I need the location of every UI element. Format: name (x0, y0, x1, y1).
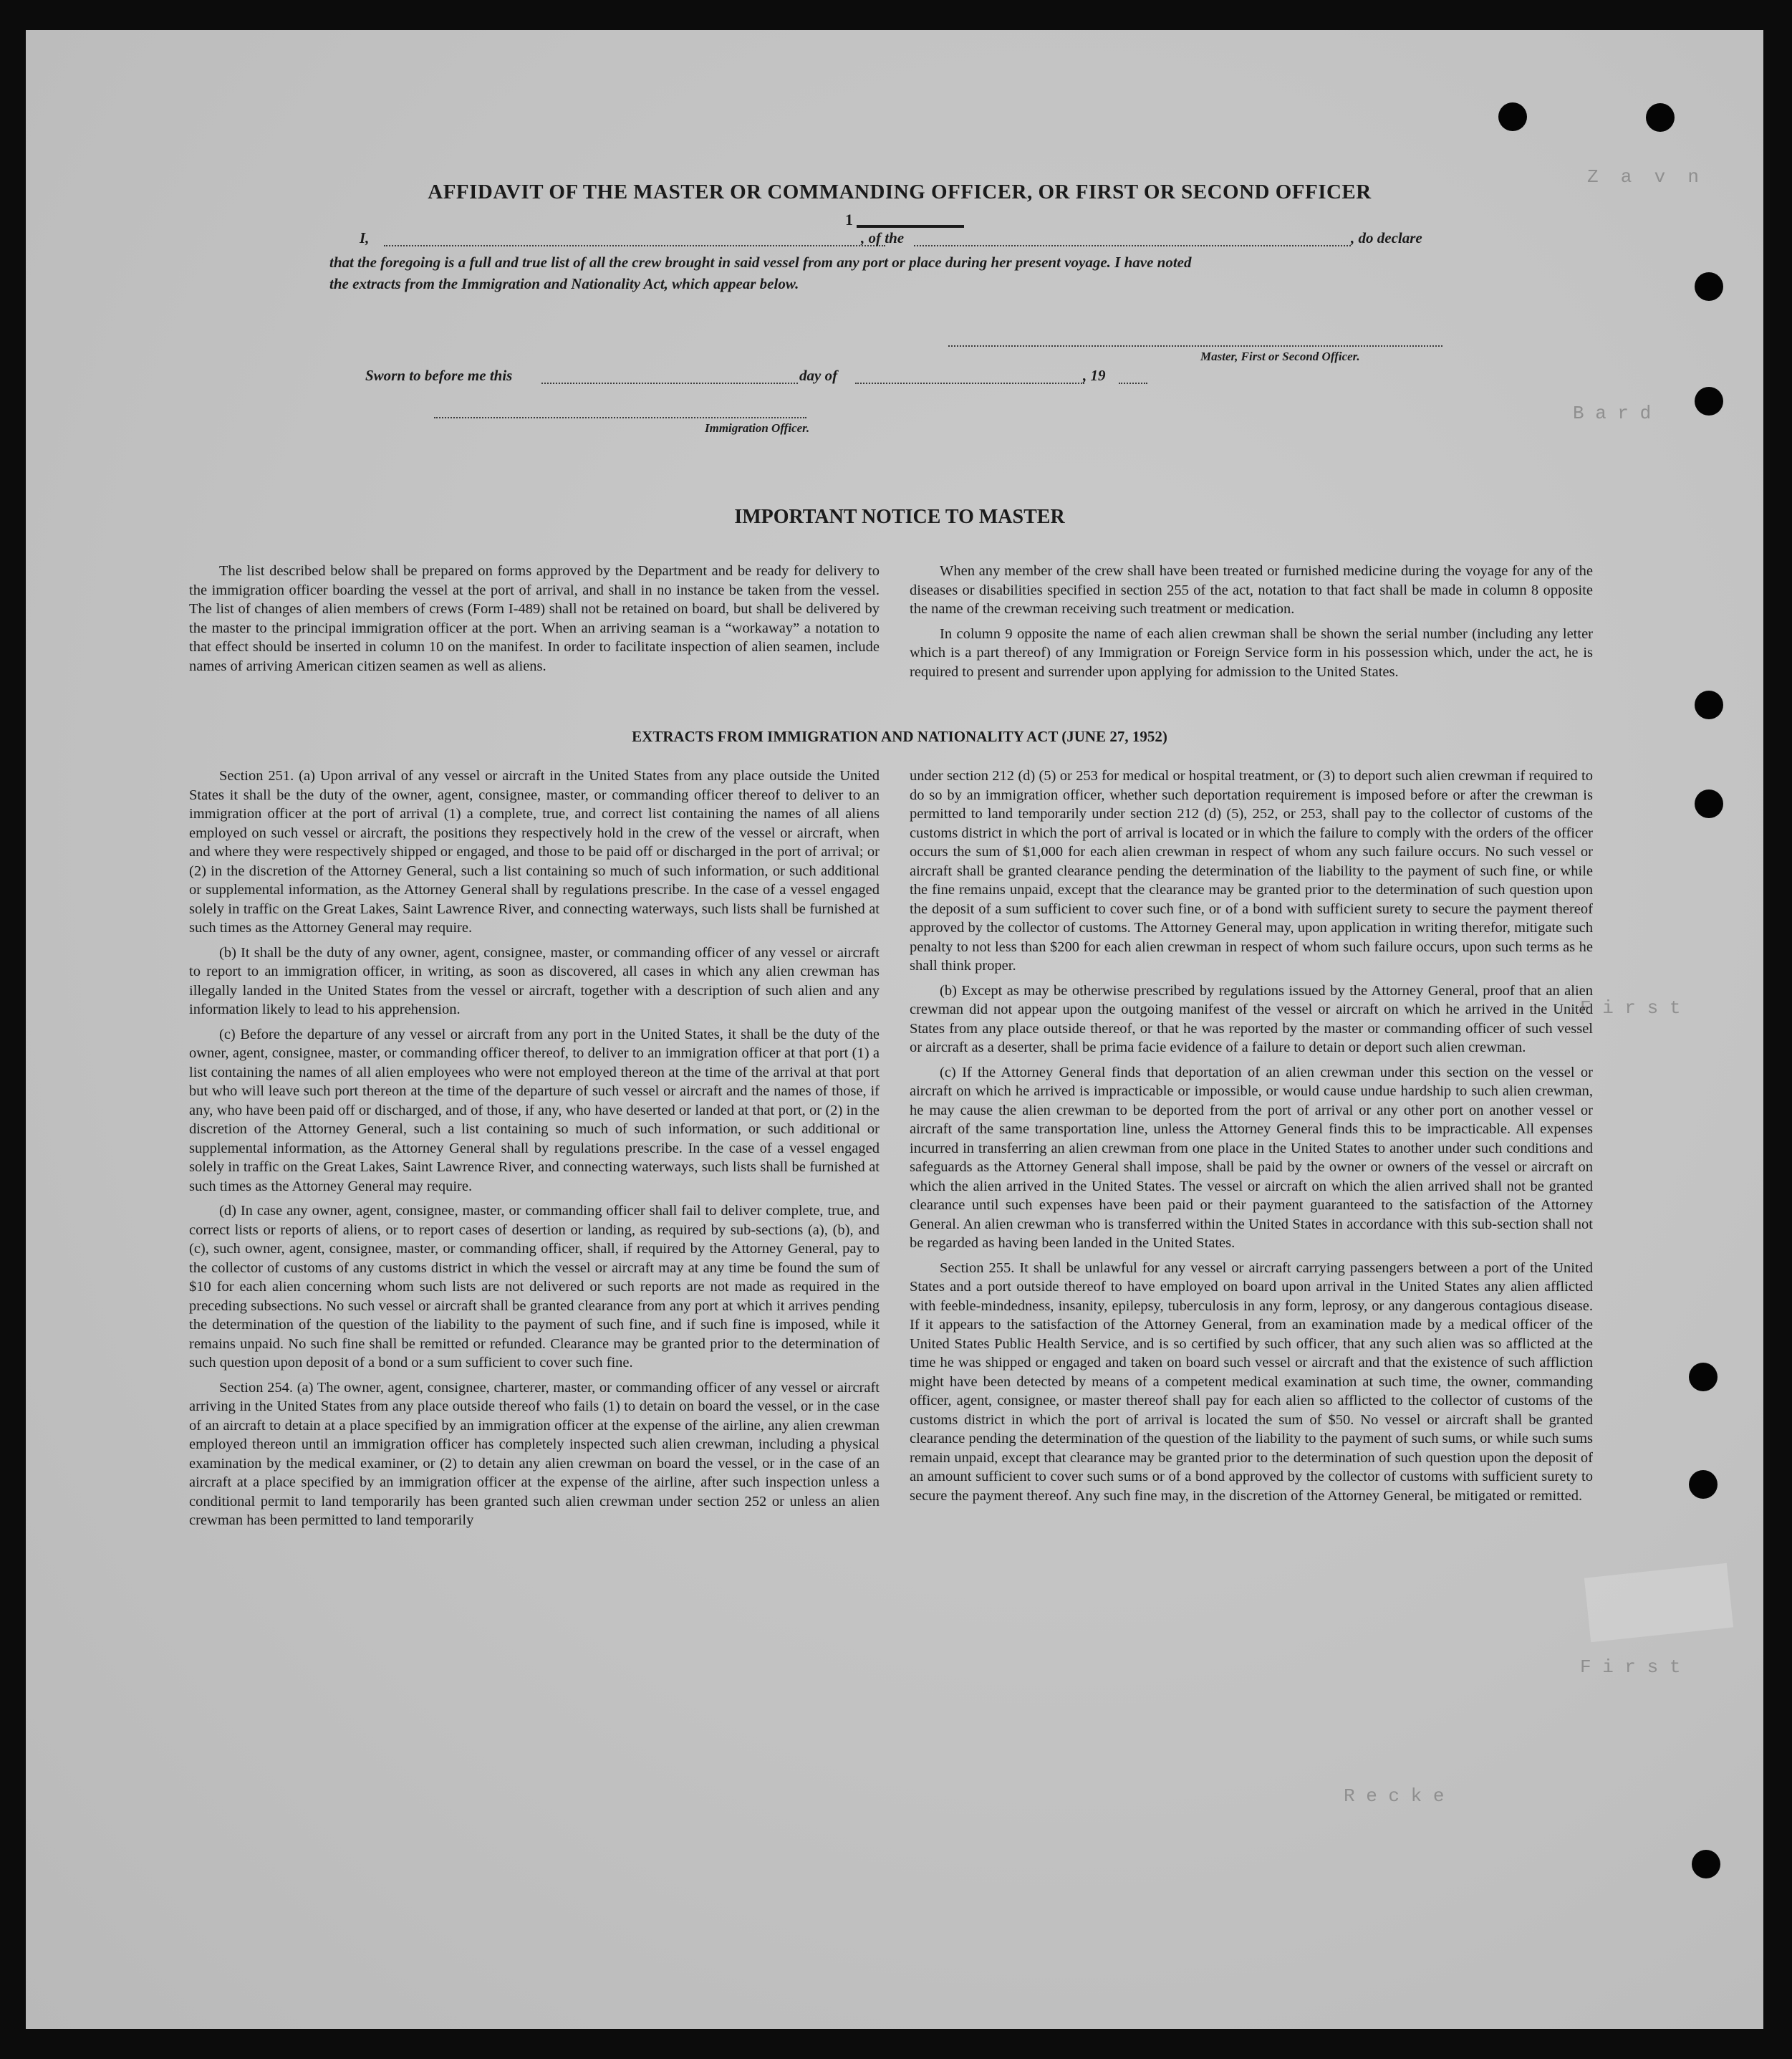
extracts-paragraph: under section 212 (d) (5) or 253 for medical or hospital treatment, or (3) to deport such alien crewman if required to do so by an immigration officer, whether such deportation requirement is imposed before or after the crewman is permitted to land temporarily under section 212 (d) (5), 252, or 253, shall pay to the collector of customs of the customs district in which the port of arrival is located or in which the failure to comply with the orders of the officer occurs the sum of $1,000 for each alien crewman in respect of whom any such failure occurs. No such vessel or aircraft shall be granted clearance pending the determination of the liability to the payment of such fine, or while the fine remains unpaid, except that the clearance may be granted prior to the determination of such question upon the deposit of a sum sufficient to cover such fine, or of a bond with sufficient surety to secure the payment thereof approved by the collector of customs. The Attorney General may, upon application in writing therefor, mitigate such penalty to not less than $200 for each alien crewman in respect of whom such failure occurs, upon such terms as he shall think proper. (910, 768, 1593, 974)
extracts-paragraph: Section 251. (a) Upon arrival of any vessel or aircraft in the United States from any place outside the United States it shall be the duty of the owner, agent, consignee, master, or commanding officer thereof to deliver to an immigration officer at the port of arrival (1) a complete, true, and correct list containing the names of all aliens employed on such vessel or aircraft, the positions they respectively hold in the crew of the vessel or aircraft, when and where they were respectively shipped or engaged, and those to be paid off or discharged in the port of arrival; or (2) in the discretion of the Attorney General, such a list containing so much of such information, or such additional or supplemental information, as the Attorney General shall by regulations prescribe. In the case of a vessel engaged solely in traffic on the Great Lakes, Saint Lawrence River, and connecting waterways, such lists shall be furnished at such times as the Attorney General may require. (189, 768, 880, 936)
extracts-paragraph: (c) If the Attorney General finds that deportation of an alien crewman under this section on the vessel or aircraft on which he arrived is impracticable or impossible, or would cause undue hardship to such alien crewman, he may cause the alien crewman to be deported from the port of arrival or any other port on another vessel or aircraft of the same transportation line, unless the Attorney General finds this to be impracticable. All expenses incurred in transferring an alien crewman from one place in the United States to another under such conditions and safeguards as the Attorney General shall impose, shall be paid by the owner or owners of the vessel or aircraft on which the alien arrived in the United States. The vessel or aircraft on which the alien arrived shall not be granted clearance until such expenses have been paid or their payment guaranteed to the satisfaction of the Attorney General. An alien crewman who is transferred within the United States in accordance with this sub-section shall not be regarded as having been landed in the United States. (910, 1064, 1593, 1251)
extracts-paragraph: (b) Except as may be otherwise prescribed by regulations issued by the Attorney General, proof that an alien crewman did not appear upon the outgoing manifest of the vessel or aircraft on which he arrived in the United States from any place outside thereof, or that he was reported by the master or commanding officer of such vessel or aircraft as a deserter, shall be prima facie evidence of a failure to detain or deport such alien crewman. (910, 982, 1593, 1055)
master-signature-line[interactable] (948, 345, 1442, 347)
affidavit-title: AFFIDAVIT OF THE MASTER OR COMMANDING OFFICER, OR FIRST OR SECOND OFFICER (428, 181, 1372, 203)
punch-hole-icon (1689, 1470, 1718, 1499)
extracts-paragraph: (b) It shall be the duty of any owner, agent, consignee, master, or commanding officer of any vessel or aircraft to report to an immigration officer, in writing, as soon as discovered, all cases in which any alien crewman has illegally landed in the United States from the vessel or aircraft, together with a description of such alien and any information likely to lead to his apprehension. (189, 944, 880, 1017)
sworn-year-field-line[interactable] (1119, 383, 1147, 384)
vessel-field-line[interactable] (914, 245, 1351, 246)
sworn-day-field-line[interactable] (541, 383, 798, 384)
extracts-heading: EXTRACTS FROM IMMIGRATION AND NATIONALITY ACT (JUNE 27, 1952) (632, 728, 1167, 745)
sworn-label: Sworn to before me this (365, 367, 513, 384)
immigration-officer-signature-line[interactable] (434, 417, 806, 418)
bleed-through-text: B a r d (1573, 403, 1652, 424)
declaration-i-label: I, (360, 229, 370, 246)
punch-hole-icon (1695, 691, 1723, 719)
extracts-paragraph: (c) Before the departure of any vessel or aircraft from any port in the United States, it shall be the duty of the owner, agent, consignee, master, or commanding officer thereof, to deliver to an immigration officer at that port (1) a list containing the names of all alien employees who were not employed thereon at the time of the arrival at that port but who will leave such port thereon at the time of the departure of such vessel or aircraft and the names of those, if any, who have been paid off or discharged, and of those, if any, who have deserted or landed at that port, or (2) in the discretion of the Attorney General, such a list containing so much of such information, or such additional or supplemental information, as the Attorney General shall by regulations prescribe. In the case of a vessel engaged solely in traffic on the Great Lakes, Saint Lawrence River, and connecting waterways, such lists shall be furnished at such times as the Attorney General may require. (189, 1026, 880, 1194)
notice-right-column (910, 562, 1593, 687)
day-of-label: day of (799, 367, 838, 384)
immigration-officer-caption: Immigration Officer. (705, 421, 810, 435)
extracts-paragraph: Section 254. (a) The owner, agent, consignee, charterer, master, or commanding officer of any vessel or aircraft arriving in the United States from any place outside thereof who fails (1) to detain on board the vessel, or in the case of an aircraft to detain at a place specified by an immigration officer at the expense of the airline, any alien crewman employed thereon until an immigration officer has completely inspected such alien crewman, including a physical examination by the medical examiner, or (2) to detain any alien crewman on board the vessel, or in the case of an aircraft at a place specified by an immigration officer at the expense of the airline, after such inspection unless a conditional permit to land temporarily has been granted such alien crewman under section 252 or unless an alien crewman has been permitted to land temporarily (189, 1379, 880, 1528)
punch-hole-icon (1695, 789, 1723, 818)
document-page (26, 30, 1763, 2029)
bleed-through-text: F i r s t (1580, 997, 1681, 1019)
bleed-through-text: F i r s t (1580, 1656, 1681, 1678)
extracts-left-column (189, 767, 880, 1536)
punch-hole-icon (1498, 102, 1527, 131)
declaration-of-the-label: , of the (861, 229, 905, 246)
declaration-do-declare-label: , do declare (1351, 229, 1422, 246)
punch-hole-icon (1695, 387, 1723, 416)
bleed-through-text: R e c k e (1344, 1785, 1445, 1807)
notice-right-paragraph: In column 9 opposite the name of each alien crewman shall be shown the serial number (including any letter which is a part thereof) of any Immigration or Foreign Service form in his possession which, under the act, he is required to present and surrender upon applying for admission to the United States. (910, 625, 1593, 680)
notice-left-paragraph: The list described below shall be prepared on forms approved by the Department and be ready for delivery to the immigration officer boarding the vessel at the port of arrival, and shall in no instance be taken from the vessel. The list of changes of alien members of crews (Form I-489) shall not be retained on board, but shall be delivered by the master to the principal immigration officer at the port. When an arriving seaman is a “workaway” a notation to that effect should be inserted in column 10 on the manifest. In order to facilitate inspection of alien seamen, include names of arriving American citizen seamen as well as aliens. (189, 563, 880, 674)
sworn-month-field-line[interactable] (855, 383, 1084, 384)
extracts-paragraph: (d) In case any owner, agent, consignee, master, or commanding officer shall fail to deliver complete, true, and correct lists or reports of aliens, or to report cases of desertion or landing, as required by sub-sections (a), (b), and (c), such owner, agent, consignee, master, or commanding officer, shall, if required by the Attorney General, pay to the collector of customs of any customs district in which the vessel or aircraft may at any time be found the sum of $10 for each alien concerning whom such lists are not delivered or such reports are not made as required in the preceding subsections. No such vessel or aircraft shall be granted clearance from any port at which it arrives pending the determination of the question of the liability to the payment of such fine, and if such fine is imposed, while it remains unpaid. No such fine shall be remitted or refunded. Clearance may be granted prior to the determination of such question upon deposit of a bond or a sum sufficient to cover such fine. (189, 1203, 880, 1371)
extracts-paragraph: Section 255. It shall be unlawful for any vessel or aircraft carrying passengers between a port of the United States and a port outside thereof to have employed on board upon arrival in the United States any alien afflicted with feeble-mindedness, insanity, epilepsy, tuberculosis in any form, leprosy, or any dangerous contagious disease. If it appears to the satisfaction of the Attorney General, from an examination made by a medical officer of the United States Public Health Service, and is so certified by such officer, that any such alien was so afflicted at the time he was shipped or engaged and taken on board such vessel or aircraft and that the existence of such affliction might have been detected by means of a competent medical examination at such time, the owner, commanding officer, agent, consignee, or master thereof shall pay for each alien so afflicted to the collector of customs of the customs district in which the port of arrival is located the sum of $50. No vessel or aircraft shall be granted clearance pending the determination of the question of the liability to the payment of such sums, or while such sums remain unpaid, except that clearance may be granted prior to the determination of such question upon the deposit of an amount sufficient to cover such sums or of a bond approved by the collector of customs with sufficient surety to secure the payment thereof. Any such fine may, in the discretion of the Attorney General, be mitigated or remitted. (910, 1259, 1593, 1504)
paper-damage-mark (1584, 1563, 1733, 1642)
page-reference: 1 (845, 211, 853, 229)
page-reference-underline (857, 225, 964, 228)
punch-hole-icon (1646, 103, 1675, 132)
name-field-line[interactable] (384, 245, 885, 246)
punch-hole-icon (1692, 1850, 1720, 1878)
notice-left-column (189, 562, 880, 681)
notice-heading: IMPORTANT NOTICE TO MASTER (734, 506, 1065, 528)
bleed-through-text: Z a v n (1587, 166, 1700, 188)
extracts-right-column (910, 767, 1593, 1511)
punch-hole-icon (1689, 1363, 1718, 1391)
master-signature-caption: Master, First or Second Officer. (1200, 350, 1360, 363)
declaration-text-line2: the extracts from the Immigration and Nationality Act, which appear below. (329, 275, 799, 292)
year-prefix-label: , 19 (1083, 367, 1106, 384)
notice-right-paragraph: When any member of the crew shall have been treated or furnished medicine during the voyage for any of the diseases or disabilities specified in section 255 of the act, notation to that fact shall be made in column 8 opposite the name of the crewman receiving such treatment or medication. (910, 563, 1593, 617)
declaration-text-line1: that the foregoing is a full and true list of all the crew brought in said vessel from any port or place during her present voyage. I have noted (329, 254, 1192, 271)
punch-hole-icon (1695, 272, 1723, 301)
